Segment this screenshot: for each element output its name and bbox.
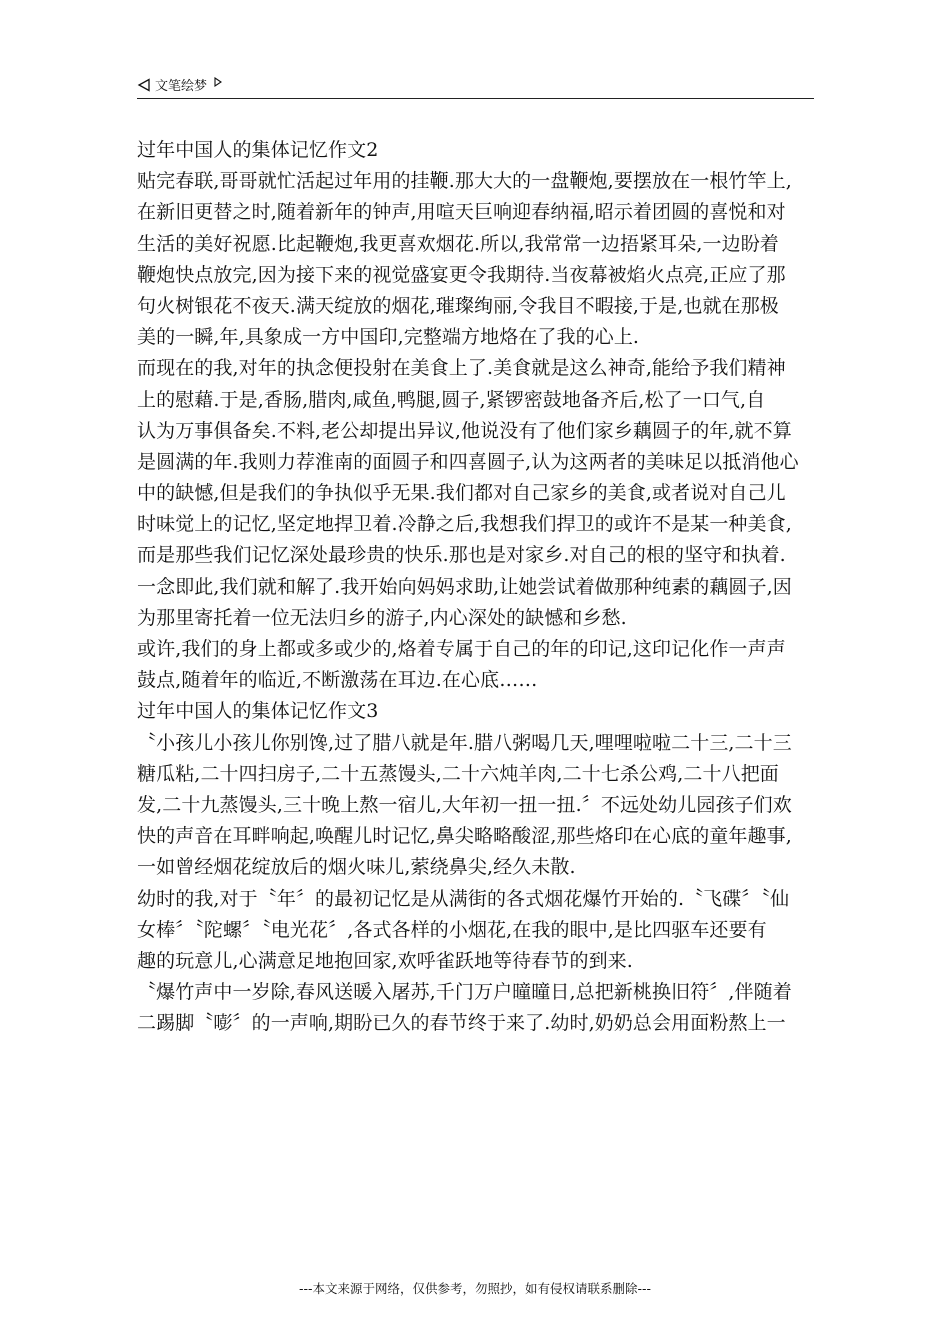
- text-line: 〝小孩儿小孩儿你别馋,过了腊八就是年.腊八粥喝几天,哩哩啦啦二十三,二十三: [137, 731, 792, 754]
- text-line: 为那里寄托着一位无法归乡的游子,内心深处的缺憾和乡愁.: [137, 606, 627, 629]
- document-body: [137, 135, 817, 1039]
- text-line: 幼时的我,对于〝年〞的最初记忆是从满街的各式烟花爆竹开始的.〝飞碟〞〝仙: [137, 887, 790, 910]
- section-title: 过年中国人的集体记忆作文2: [137, 139, 379, 161]
- text-line: 一如曾经烟花绽放后的烟火味儿,萦绕鼻尖,经久未散.: [137, 856, 576, 879]
- text-line: 认为万事俱备矣.不料,老公却提出异议,他说没有了他们家乡藕圆子的年,就不算: [137, 419, 792, 442]
- text-line: 二踢脚〝嘭〞的一声响,期盼已久的春节终于来了.幼时,奶奶总会用面粉熬上一: [137, 1012, 786, 1035]
- brand-name: 文笔绘梦: [155, 79, 208, 94]
- text-line: 〝爆竹声中一岁除,春风送暖入屠苏,千门万户曈曈日,总把新桃换旧符〞,伴随着: [137, 981, 792, 1004]
- text-line: 鞭炮快点放完,因为接下来的视觉盛宴更令我期待.当夜幕被焰火点亮,正应了那: [137, 263, 786, 286]
- text-line: 而现在的我,对年的执念便投射在美食上了.美食就是这么神奇,能给予我们精神: [137, 357, 786, 380]
- text-line: 鼓点,随着年的临近,不断激荡在耳边.在心底……: [137, 669, 538, 692]
- text-line: 快的声音在耳畔响起,唤醒儿时记忆,鼻尖略略酸涩,那些烙印在心底的童年趣事,: [137, 825, 792, 848]
- text-line: 在新旧更替之时,随着新年的钟声,用喧天巨响迎春纳福,昭示着团圆的喜悦和对: [137, 201, 786, 224]
- text-line: 趣的玩意儿,心满意足地抱回家,欢呼雀跃地等待春节的到来.: [137, 949, 633, 972]
- triangle-left-outline-icon: [137, 78, 151, 92]
- brand: [137, 75, 223, 94]
- text-line: 贴完春联,哥哥就忙活起过年用的挂鞭.那大大的一盘鞭炮,要摆放在一根竹竿上,: [137, 170, 792, 193]
- text-line: 上的慰藉.于是,香肠,腊肉,咸鱼,鸭腿,圆子,紧锣密鼓地备齐后,松了一口气,自: [137, 388, 766, 411]
- triangle-right-outline-icon: [213, 82, 223, 88]
- text-line: 生活的美好祝愿.比起鞭炮,我更喜欢烟花.所以,我常常一边捂紧耳朵,一边盼着: [137, 232, 779, 255]
- text-line: 女棒〞〝陀螺〞〝电光花〞,各式各样的小烟花,在我的眼中,是比四驱车还要有: [137, 918, 767, 941]
- text-line: 发,二十九蒸馒头,三十晚上熬一宿儿,大年初一扭一扭.〞不远处幼儿园孩子们欢: [137, 793, 792, 816]
- text-line: 糖瓜粘,二十四扫房子,二十五蒸馒头,二十六炖羊肉,二十七杀公鸡,二十八把面: [137, 762, 779, 785]
- text-line: 或许,我们的身上都或多或少的,烙着专属于自己的年的印记,这印记化作一声声: [137, 638, 786, 660]
- text-line: 时味觉上的记忆,坚定地捍卫着.冷静之后,我想我们捍卫的或许不是某一种美食,: [137, 513, 792, 536]
- section-title: 过年中国人的集体记忆作文3: [137, 700, 379, 723]
- text-line: 句火树银花不夜天.满天绽放的烟花,璀璨绚丽,令我目不暇接,于是,也就在那极: [137, 294, 779, 317]
- text-line: 是圆满的年.我则力荐淮南的面圆子和四喜圆子,认为这两者的美味足以抵消他心: [137, 450, 799, 473]
- text-line: 美的一瞬,年,具象成一方中国印,完整端方地烙在了我的心上.: [137, 326, 640, 349]
- footer-disclaimer: ---本文来源于网络，仅供参考，勿照抄，如有侵权请联系删除---: [298, 1281, 652, 1296]
- text-line: 而是那些我们记忆深处最珍贵的快乐.那也是对家乡.对自己的根的坚守和执着.: [137, 544, 786, 567]
- page-header: [137, 70, 814, 99]
- text-line: 中的缺憾,但是我们的争执似乎无果.我们都对自己家乡的美食,或者说对自己儿: [137, 482, 786, 505]
- text-line: 一念即此,我们就和解了.我开始向妈妈求助,让她尝试着做那种纯素的藕圆子,因: [137, 575, 792, 598]
